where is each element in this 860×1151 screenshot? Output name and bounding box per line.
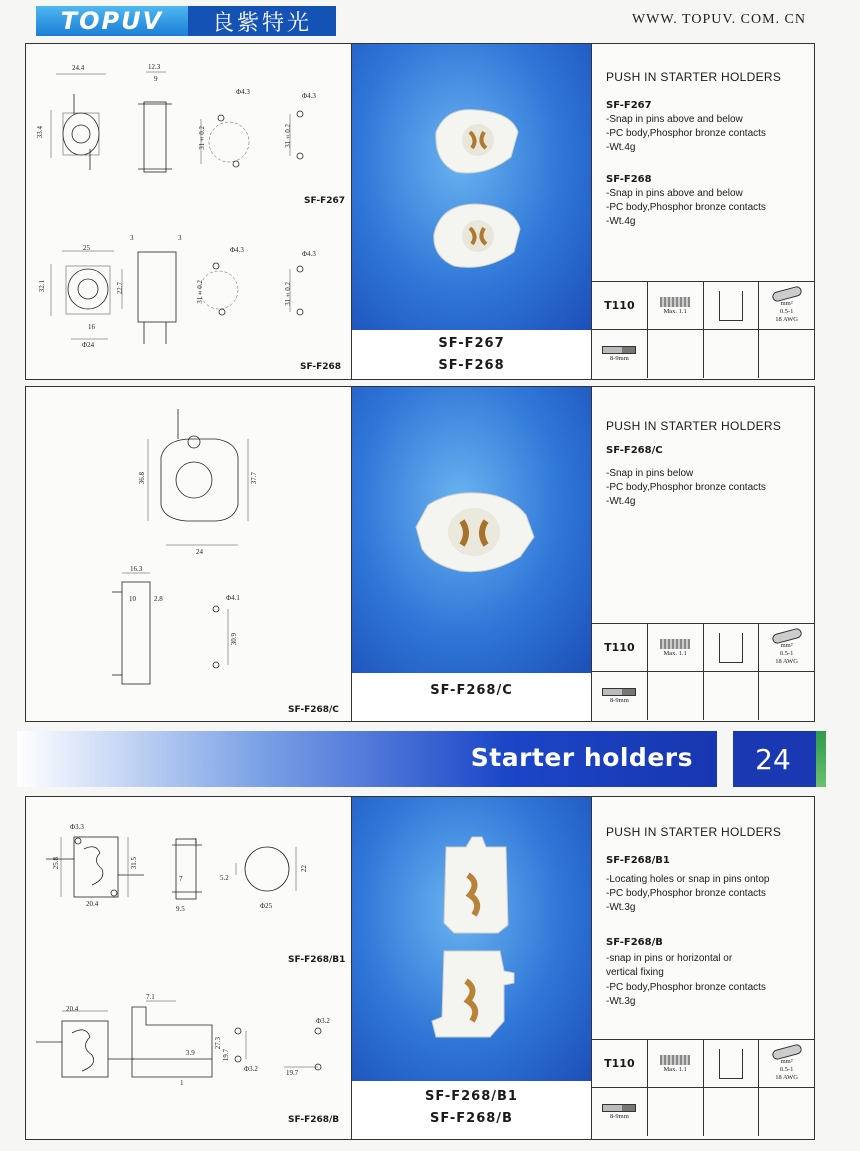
dim-phi-4-3-c: Φ4.3	[230, 246, 244, 254]
dim-phi-4-3-d: Φ4.3	[302, 250, 316, 258]
dim-19-7-vert: 19.7	[222, 1049, 230, 1062]
feature-line: -Wt.4g	[606, 496, 636, 507]
lever-cell	[704, 282, 760, 330]
stripped-wire-icon	[602, 346, 636, 354]
empty-cell	[704, 672, 760, 720]
technical-drawing	[26, 44, 352, 379]
strip-length-cell: 8-9mm	[592, 330, 648, 378]
strip-length-cell: 8-9mm	[592, 672, 648, 720]
lever-cell	[704, 1040, 760, 1088]
feature-line: -Wt.3g	[606, 902, 636, 913]
dim-31-5: 31.5	[130, 857, 138, 870]
dim-31-b: 31±0.2	[284, 124, 292, 148]
logo-chinese: 良紫特光	[188, 6, 336, 36]
page-header	[0, 0, 860, 40]
drawing-label-f268b: SF-F268/B	[288, 1115, 340, 1125]
stripped-wire-icon	[602, 688, 636, 696]
info-title: PUSH IN STARTER HOLDERS	[606, 419, 782, 433]
product-panel-f267-f268	[25, 43, 815, 380]
drawing-f268b	[26, 797, 352, 1141]
dim-9-5: 9.5	[176, 905, 185, 913]
feature-line: -Wt.3g	[606, 996, 636, 1007]
dim-3-9: 3.9	[186, 1049, 195, 1057]
holder-image-f268b1	[436, 835, 516, 935]
panel-thickness-cell: Max. 1.1	[648, 1040, 704, 1088]
dim-31-d: 31±0.2	[284, 282, 292, 306]
model-f268: SF-F268	[606, 174, 652, 185]
drawing-label-f267: SF-F267	[304, 196, 346, 206]
photo-background	[352, 387, 591, 673]
photo-background	[352, 797, 591, 1081]
dim-32-1: 32.1	[38, 280, 46, 293]
model-f267: SF-F267	[606, 100, 652, 111]
dim-phi-25: Φ25	[260, 902, 273, 910]
dim-31-a: 31±0.2	[198, 126, 206, 150]
empty-cell	[759, 1088, 814, 1136]
dim-phi-4-1: Φ4.1	[226, 594, 240, 602]
dim-24-4: 24.4	[72, 64, 85, 72]
holder-image-f268b	[430, 941, 520, 1041]
terminal-type-cell: T110	[592, 1040, 648, 1088]
feature-line: -Snap in pins above and below	[606, 114, 743, 125]
wiring-spec-table	[592, 623, 814, 720]
empty-cell	[759, 330, 814, 378]
feature-line: -PC body,Phosphor bronze contacts	[606, 482, 766, 493]
feature-line: -Snap in pins above and below	[606, 188, 743, 199]
product-info	[592, 797, 814, 1139]
drawing-label-f268c: SF-F268/C	[288, 705, 339, 715]
dim-12-3: 12.3	[148, 63, 161, 71]
dim-phi-24: Φ24	[82, 341, 95, 349]
info-title: PUSH IN STARTER HOLDERS	[606, 825, 782, 839]
logo-english: TOPUV	[36, 6, 188, 36]
lever-cell	[704, 624, 760, 672]
section-title: Starter holders	[470, 743, 693, 772]
wire-gauge-cell: mm² 0.5-1 18 AWG	[759, 282, 814, 330]
feature-line: -PC body,Phosphor bronze contacts	[606, 128, 766, 139]
dim-1-bottom: 1	[180, 1079, 184, 1087]
dim-16-3: 16.3	[130, 565, 143, 573]
feature-line: -PC body,Phosphor bronze contacts	[606, 982, 766, 993]
photo-label-f267: SF-F267	[438, 336, 505, 351]
drawing-label-f268b1: SF-F268/B1	[288, 955, 346, 965]
empty-cell	[759, 672, 814, 720]
dim-19-7-horiz: 19.7	[286, 1069, 299, 1077]
feature-line: -PC body,Phosphor bronze contacts	[606, 888, 766, 899]
model-f268b1: SF-F268/B1	[606, 855, 670, 866]
strip-length-cell: 8-9mm	[592, 1088, 648, 1136]
product-photo	[352, 44, 592, 379]
dim-30-9: 30.9	[230, 633, 238, 646]
dim-22-7: 22.7	[116, 282, 124, 295]
feature-line: -Wt.4g	[606, 216, 636, 227]
dim-5-2: 5.2	[220, 874, 229, 882]
wire-gauge-cell: mm² 0.5-1 18 AWG	[759, 624, 814, 672]
panel-thickness-icon	[660, 639, 690, 649]
product-panel-f268c	[25, 386, 815, 722]
panel-thickness-icon	[660, 297, 690, 307]
dim-3-a: 3	[130, 234, 134, 242]
feature-line: vertical fixing	[606, 967, 664, 978]
dim-31-c: 31±0.2	[196, 280, 204, 304]
dim-24: 24	[196, 548, 203, 556]
terminal-lever-icon	[719, 633, 743, 663]
stripped-wire-icon	[602, 1104, 636, 1112]
page-number-box	[733, 731, 826, 787]
technical-drawing	[26, 797, 352, 1139]
photo-background	[352, 44, 591, 330]
panel-thickness-cell: Max. 1.1	[648, 624, 704, 672]
empty-cell	[648, 672, 704, 720]
photo-label-f268b1: SF-F268/B1	[425, 1089, 518, 1104]
product-info	[592, 44, 814, 379]
dim-16: 16	[88, 323, 95, 331]
page-number: 24	[755, 742, 791, 776]
dim-20-4-top: 20.4	[86, 900, 99, 908]
wire-gauge-cell: mm² 0.5-1 18 AWG	[759, 1040, 814, 1088]
product-panel-f268b	[25, 796, 815, 1140]
info-title: PUSH IN STARTER HOLDERS	[606, 70, 782, 84]
dim-phi-3-3: Φ3.3	[70, 823, 84, 831]
product-info	[592, 387, 814, 721]
model-f268c: SF-F268/C	[606, 445, 663, 456]
terminal-type-cell: T110	[592, 282, 648, 330]
wiring-spec-table	[592, 281, 814, 378]
holder-image-f268	[426, 194, 526, 274]
empty-cell	[704, 1088, 760, 1136]
dim-phi-4-3-a: Φ4.3	[236, 88, 250, 96]
dim-7: 7	[179, 875, 183, 883]
model-f268b: SF-F268/B	[606, 937, 663, 948]
page-edge-strip	[816, 731, 826, 787]
terminal-lever-icon	[719, 291, 743, 321]
terminal-type-cell: T110	[592, 624, 648, 672]
panel-thickness-icon	[660, 1055, 690, 1065]
feature-line: -snap in pins or horizontal or	[606, 953, 733, 964]
dim-25: 25	[83, 244, 90, 252]
holder-image-f267	[426, 102, 526, 182]
dim-2-8: 2.8	[154, 595, 163, 603]
empty-cell	[704, 330, 760, 378]
dim-27-3: 27.3	[214, 1037, 222, 1050]
feature-line: -Snap in pins below	[606, 468, 694, 479]
product-photo	[352, 797, 592, 1139]
dim-phi-4-3-b: Φ4.3	[302, 92, 316, 100]
panel-thickness-cell: Max. 1.1	[648, 282, 704, 330]
dim-22: 22	[300, 865, 308, 872]
dim-3-b: 3	[178, 234, 182, 242]
feature-line: -PC body,Phosphor bronze contacts	[606, 202, 766, 213]
drawing-f268c	[26, 387, 352, 723]
brand-logo	[36, 6, 336, 36]
photo-label-f268: SF-F268	[438, 358, 505, 373]
wiring-spec-table	[592, 1039, 814, 1136]
feature-line: -Wt.4g	[606, 142, 636, 153]
photo-label-f268c: SF-F268/C	[430, 683, 513, 698]
dim-7-1: 7.1	[146, 993, 155, 1001]
dim-1-top: 1	[194, 837, 198, 845]
product-photo	[352, 387, 592, 721]
technical-drawing	[26, 387, 352, 721]
drawing-label-f268: SF-F268	[300, 362, 342, 372]
dim-20-4-bottom: 20.4	[66, 1005, 79, 1013]
holder-image-f268c	[410, 487, 540, 577]
section-banner	[17, 731, 717, 787]
dim-phi-3-2-b: Φ3.2	[316, 1017, 330, 1025]
dim-25-8: 25.8	[52, 857, 60, 870]
dim-36-8: 36.8	[138, 472, 146, 485]
dim-phi-3-2-a: Φ3.2	[244, 1065, 258, 1073]
empty-cell	[648, 330, 704, 378]
dim-33-4: 33.4	[36, 126, 44, 139]
website-url: WWW. TOPUV. COM. CN	[631, 12, 806, 27]
dim-37-7: 37.7	[250, 472, 258, 485]
photo-label-f268b: SF-F268/B	[430, 1111, 513, 1126]
dim-10: 10	[129, 595, 136, 603]
empty-cell	[648, 1088, 704, 1136]
feature-line: -Locating holes or snap in pins ontop	[606, 874, 770, 885]
terminal-lever-icon	[719, 1049, 743, 1079]
dim-9: 9	[154, 75, 158, 83]
